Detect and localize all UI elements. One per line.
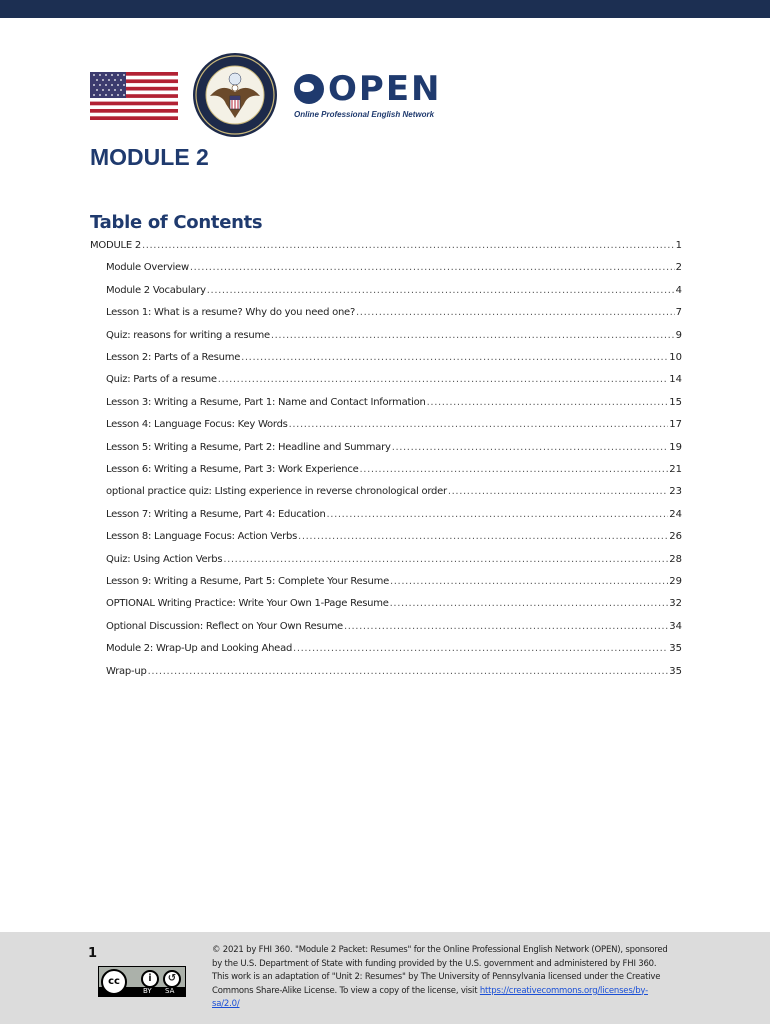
toc-entry[interactable] bbox=[106, 598, 682, 612]
toc-entry[interactable] bbox=[106, 262, 682, 276]
toc-entry-title: Module 2 Vocabulary bbox=[106, 284, 206, 296]
toc-entry-title: Optional Discussion: Reflect on Your Own Resume bbox=[106, 620, 343, 632]
toc-entry-page: 1 bbox=[675, 240, 682, 251]
toc-entry-page: 28 bbox=[669, 553, 682, 565]
toc-entry-page: 15 bbox=[669, 396, 682, 408]
toc-entry[interactable] bbox=[106, 442, 682, 456]
toc-entry-title: MODULE 2 bbox=[90, 240, 141, 251]
toc-entry-page: 26 bbox=[669, 531, 682, 543]
toc-entry-title: Lesson 7: Writing a Resume, Part 4: Education bbox=[106, 508, 326, 520]
license-notice bbox=[212, 944, 672, 1012]
open-logo-subtitle: Online Professional English Network bbox=[294, 110, 435, 119]
toc-leader-dots bbox=[142, 240, 675, 251]
toc-entry-title: Quiz: Using Action Verbs bbox=[106, 553, 223, 565]
share-alike-icon: ↺ bbox=[163, 970, 181, 988]
toc-entry[interactable] bbox=[106, 397, 682, 411]
toc-entry-title: Lesson 9: Writing a Resume, Part 5: Complete Your Resume bbox=[106, 576, 389, 587]
toc-leader-dots bbox=[298, 531, 668, 542]
by-label: BY bbox=[143, 987, 152, 995]
toc-entry-title: Lesson 2: Parts of a Resume bbox=[106, 352, 241, 363]
logo-row bbox=[90, 52, 690, 142]
toc-entry[interactable] bbox=[106, 374, 682, 388]
toc-entry-page: 23 bbox=[669, 486, 682, 498]
toc-entry-page: 35 bbox=[669, 643, 682, 655]
toc-entry-title: Lesson 5: Writing a Resume, Part 2: Headline and Summary bbox=[106, 441, 391, 453]
module-title: MODULE 2 bbox=[90, 144, 209, 170]
toc-entry[interactable] bbox=[106, 531, 682, 545]
creative-commons-icon: cc bbox=[101, 969, 127, 995]
toc-entry-title: Module 2: Wrap-Up and Looking Ahead bbox=[106, 643, 293, 655]
toc-entry[interactable] bbox=[106, 643, 682, 657]
toc-leader-dots bbox=[427, 397, 669, 408]
cc-by-sa-badge bbox=[98, 966, 186, 997]
toc-entry[interactable] bbox=[106, 330, 682, 344]
toc-leader-dots bbox=[289, 419, 669, 430]
toc-entry-title: Wrap-up bbox=[106, 665, 147, 677]
toc-entry-title: Lesson 6: Writing a Resume, Part 3: Work Experience bbox=[106, 464, 359, 475]
us-flag-logo bbox=[90, 72, 178, 120]
toc-leader-dots bbox=[360, 464, 669, 475]
toc-entry-page: 7 bbox=[675, 307, 682, 319]
toc-entry-page: 17 bbox=[669, 419, 682, 431]
toc-entry[interactable] bbox=[106, 576, 682, 590]
toc-entry-title: Lesson 8: Language Focus: Action Verbs bbox=[106, 531, 298, 543]
toc-entry-page: 29 bbox=[669, 576, 682, 587]
toc-entry[interactable] bbox=[106, 666, 682, 680]
toc-entry-page: 24 bbox=[669, 508, 682, 520]
toc-entry-page: 2 bbox=[675, 262, 682, 274]
toc-entry[interactable] bbox=[106, 285, 682, 299]
toc-entry-page: 35 bbox=[669, 665, 682, 677]
toc-entry-title: Quiz: reasons for writing a resume bbox=[106, 329, 270, 341]
toc-entry-title: OPTIONAL Writing Practice: Write Your Own 1-Page Resume bbox=[106, 598, 389, 610]
toc-leader-dots bbox=[218, 374, 668, 385]
toc-leader-dots bbox=[356, 307, 675, 318]
toc-leader-dots bbox=[190, 262, 675, 273]
toc-leader-dots bbox=[207, 285, 675, 296]
toc-entry-page: 34 bbox=[669, 620, 682, 632]
toc-entry-title: Quiz: Parts of a resume bbox=[106, 374, 217, 386]
toc-leader-dots bbox=[344, 621, 668, 632]
toc-entry-title: Lesson 4: Language Focus: Key Words bbox=[106, 419, 288, 431]
sa-label: SA bbox=[165, 987, 175, 995]
attribution-icon: i bbox=[141, 970, 159, 988]
toc-leader-dots bbox=[271, 330, 675, 341]
toc-entry-page: 21 bbox=[669, 464, 682, 475]
page-footer bbox=[0, 932, 770, 1024]
license-link[interactable]: https://creativecommons.org/licenses/by-sa/2.0/ bbox=[212, 985, 648, 1009]
toc-entry[interactable] bbox=[106, 621, 682, 635]
toc-entry[interactable] bbox=[106, 307, 682, 321]
toc-entry-page: 9 bbox=[675, 329, 682, 341]
toc-entry-page: 10 bbox=[669, 352, 682, 363]
open-logo-name: OPEN bbox=[328, 69, 442, 109]
toc-leader-dots bbox=[327, 509, 669, 520]
toc-entry[interactable] bbox=[106, 352, 682, 366]
toc-entry-page: 14 bbox=[669, 374, 682, 386]
toc-entry-page: 32 bbox=[669, 598, 682, 610]
toc-leader-dots bbox=[148, 666, 669, 677]
toc-leader-dots bbox=[390, 576, 668, 587]
toc-leader-dots bbox=[241, 352, 668, 363]
toc-entry-title: Module Overview bbox=[106, 262, 189, 274]
toc-entry[interactable] bbox=[90, 240, 682, 254]
toc-entry-title: Lesson 3: Writing a Resume, Part 1: Name and Contact Information bbox=[106, 396, 426, 408]
toc-leader-dots bbox=[448, 486, 668, 497]
toc-entry-title: Lesson 1: What is a resume? Why do you need one? bbox=[106, 307, 356, 319]
toc-heading: Table of Contents bbox=[90, 212, 263, 233]
toc-entry[interactable] bbox=[106, 464, 682, 478]
toc-leader-dots bbox=[293, 643, 668, 654]
toc-entry-page: 19 bbox=[669, 441, 682, 453]
toc-leader-dots bbox=[392, 442, 669, 453]
page-number: 1 bbox=[88, 946, 98, 961]
toc-entry[interactable] bbox=[106, 486, 682, 500]
toc-leader-dots bbox=[390, 598, 669, 609]
top-color-band bbox=[0, 0, 770, 18]
toc-entry-page: 4 bbox=[675, 284, 682, 296]
toc-entry[interactable] bbox=[106, 554, 682, 568]
open-network-logo bbox=[294, 69, 442, 120]
toc-leader-dots bbox=[223, 554, 668, 565]
toc-entry-title: optional practice quiz: LIsting experience in reverse chronological order bbox=[106, 486, 447, 498]
globe-icon bbox=[294, 74, 324, 104]
department-of-state-seal-logo bbox=[192, 52, 278, 138]
toc-entry[interactable] bbox=[106, 419, 682, 433]
license-text: © 2021 by FHI 360. "Module 2 Packet: Resumes" for the Online Professional English Network (OPEN), sponsored by the U.S. Department of State with funding provided by the U.S. government and administered by FHI 360. This work is an adaptation of "Unit 2: Resumes" by The University of Pennsylvania licensed under the Creative Commons Share-Alike License. To view a copy of the license, visit bbox=[212, 945, 668, 996]
open-logo-wordmark bbox=[294, 70, 442, 108]
toc-entry[interactable] bbox=[106, 509, 682, 523]
